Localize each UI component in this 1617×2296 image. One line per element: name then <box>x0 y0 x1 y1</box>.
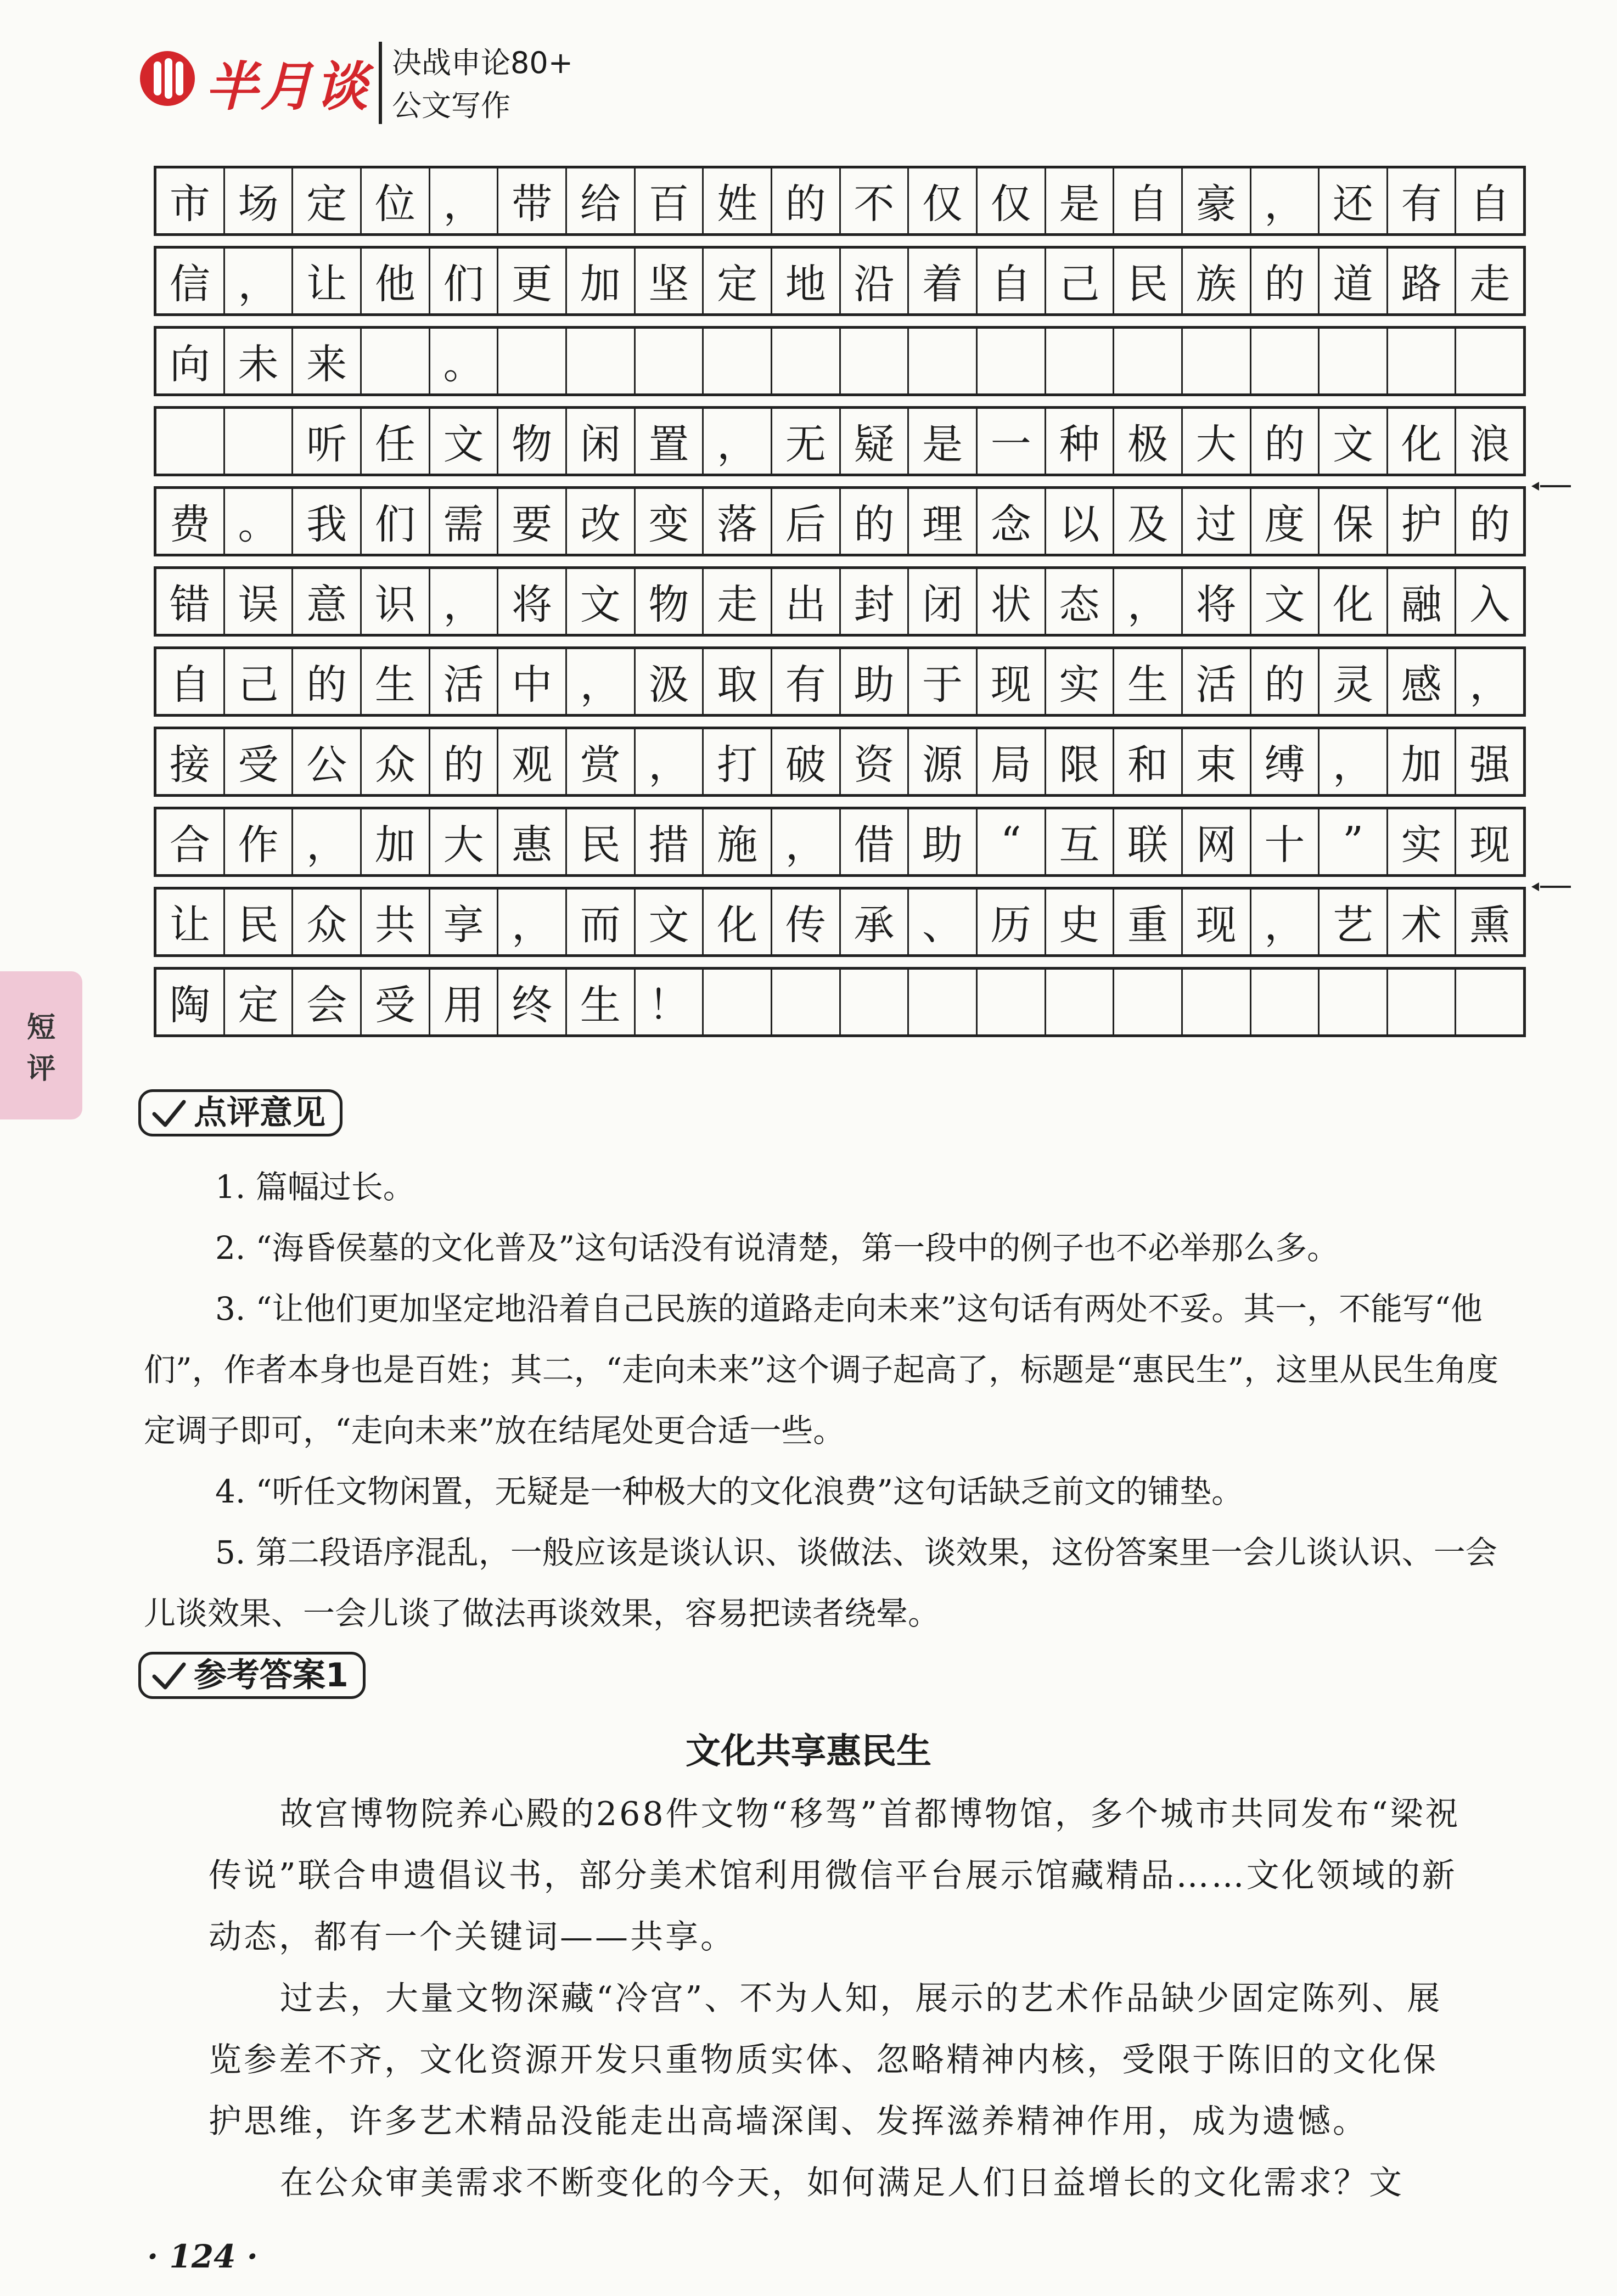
grid-cell: 史 <box>1046 890 1115 954</box>
grid-cell: 出 <box>772 569 841 634</box>
grid-cell: 理 <box>909 489 978 554</box>
grid-cell <box>1114 329 1183 393</box>
grid-cell: 化 <box>704 890 772 954</box>
grid-cell: ， <box>772 809 841 874</box>
article-paragraph: 过去，大量文物深藏“冷宫”、不为人知，展示的艺术作品缺少固定陈列、展览参差不齐，文化资源开发只重物质实体、忽略精神内核，受限于陈旧的文化保护思维，许多艺术精品没能走出高墙深闺、发挥滋养精神作用，成为遗憾。 <box>209 1979 1442 2141</box>
grid-cell: 赏 <box>567 729 636 794</box>
grid-cell: 大 <box>430 809 499 874</box>
side-tab-char: 评 <box>26 1053 55 1085</box>
grid-cell <box>567 329 636 393</box>
grid-cell: 自 <box>156 649 225 714</box>
grid-cell: 自 <box>1114 168 1183 233</box>
grid-cell: 误 <box>225 569 294 634</box>
grid-cell: “ <box>978 809 1046 874</box>
grid-cell <box>841 970 909 1034</box>
grid-cell: 公 <box>293 729 362 794</box>
series-title: 决战申论80+ <box>392 46 573 80</box>
grid-cell: 给 <box>567 168 636 233</box>
grid-cell: 护 <box>1388 489 1457 554</box>
grid-cell: 有 <box>772 649 841 714</box>
grid-cell: ， <box>430 569 499 634</box>
grid-cell: 将 <box>1183 569 1251 634</box>
grid-cell: 道 <box>1320 249 1388 313</box>
grid-cell: 施 <box>704 809 772 874</box>
grid-row <box>154 727 1526 797</box>
grid-cell: 错 <box>156 569 225 634</box>
grid-cell: 信 <box>156 249 225 313</box>
grid-cell: 任 <box>362 409 430 474</box>
grid-cell: 加 <box>567 249 636 313</box>
grid-cell: ， <box>567 649 636 714</box>
grid-cell <box>1456 970 1523 1034</box>
grid-cell: 加 <box>1388 729 1457 794</box>
grid-cell: 用 <box>430 970 499 1034</box>
grid-cell: 助 <box>841 649 909 714</box>
grid-cell: 浪 <box>1469 421 1511 468</box>
grid-cell: 合 <box>156 809 225 874</box>
grid-cell: 改 <box>567 489 636 554</box>
grid-cell: 沿 <box>841 249 909 313</box>
grid-cell: 向 <box>156 329 225 393</box>
grid-cell <box>909 329 978 393</box>
grid-cell: 借 <box>841 809 909 874</box>
grid-cell: 加 <box>362 809 430 874</box>
grid-cell: 是 <box>909 409 978 474</box>
brand-logo-icon <box>137 48 198 109</box>
grid-cell: 民 <box>567 809 636 874</box>
grid-cell: 不 <box>841 168 909 233</box>
grid-cell: 陶 <box>156 970 225 1034</box>
grid-cell: 走 <box>704 569 772 634</box>
grid-cell: 的 <box>772 168 841 233</box>
grid-cell: 的 <box>430 729 499 794</box>
grid-cell: ！ <box>636 970 704 1034</box>
grid-cell: 封 <box>841 569 909 634</box>
grid-cell: 终 <box>498 970 567 1034</box>
comment-item: 4. “听任文物闲置，无疑是一种极大的文化浪费”这句话缺乏前文的铺垫。 <box>215 1473 1244 1510</box>
grid-cell: 状 <box>978 569 1046 634</box>
grid-cell: 资 <box>841 729 909 794</box>
grid-cell: 仅 <box>978 168 1046 233</box>
grid-cell: 束 <box>1183 729 1251 794</box>
grid-row <box>154 967 1526 1037</box>
series-subtitle: 公文写作 <box>392 88 510 123</box>
grid-cell: 的 <box>1251 249 1320 313</box>
answer-label: 参考答案1 <box>138 1652 366 1699</box>
grid-cell: 中 <box>498 649 567 714</box>
grid-cell: 更 <box>498 249 567 313</box>
grid-cell: 姓 <box>704 168 772 233</box>
grid-row <box>154 486 1526 556</box>
grid-cell: 让 <box>293 249 362 313</box>
grid-cell: 识 <box>362 569 430 634</box>
grid-cell: 要 <box>498 489 567 554</box>
grid-cell: 大 <box>1183 409 1251 474</box>
grid-cell: 的 <box>841 489 909 554</box>
grid-cell: 灵 <box>1320 649 1388 714</box>
grid-cell <box>1251 329 1320 393</box>
grid-cell <box>978 329 1046 393</box>
grid-cell: 意 <box>293 569 362 634</box>
grid-cell: 生 <box>362 649 430 714</box>
grid-cell: 、 <box>909 890 978 954</box>
grid-cell: 闭 <box>909 569 978 634</box>
row-marker-icon <box>1531 482 1571 491</box>
grid-cell: 己 <box>225 649 294 714</box>
grid-cell: 场 <box>225 168 294 233</box>
grid-cell: 态 <box>1046 569 1115 634</box>
grid-cell: 路 <box>1388 249 1457 313</box>
grid-cell: 定 <box>293 168 362 233</box>
grid-cell <box>1388 329 1457 393</box>
comment-item: 3. “让他们更加坚定地沿着自己民族的道路走向未来”这句话有两处不妥。其一，不能写“他们”，作者本身也是百姓；其二，“走向未来”这个调子起高了，标题是“惠民生”，这里从民生角度定调子即可，“走向未来”放在结尾处更合适一些。 <box>144 1290 1499 1449</box>
grid-cell: 接 <box>156 729 225 794</box>
grid-cell: 度 <box>1251 489 1320 554</box>
grid-cell: 活 <box>1183 649 1251 714</box>
grid-cell <box>1046 329 1115 393</box>
grid-cell: 。 <box>225 489 294 554</box>
grid-cell: 惠 <box>498 809 567 874</box>
grid-cell: 及 <box>1114 489 1183 554</box>
grid-cell: 后 <box>772 489 841 554</box>
grid-cell: ， <box>1114 569 1183 634</box>
grid-cell <box>772 329 841 393</box>
grid-cell: 文 <box>1251 569 1320 634</box>
grid-cell: 他 <box>362 249 430 313</box>
grid-cell: ， <box>1251 890 1320 954</box>
grid-cell <box>498 329 567 393</box>
grid-cell: 作 <box>225 809 294 874</box>
grid-cell <box>362 329 430 393</box>
grid-cell: 来 <box>293 329 362 393</box>
grid-cell: 和 <box>1114 729 1183 794</box>
grid-cell: 自 <box>1469 181 1511 228</box>
grid-cell: 措 <box>636 809 704 874</box>
grid-cell: 术 <box>1388 890 1457 954</box>
grid-cell: 生 <box>567 970 636 1034</box>
grid-cell: 源 <box>909 729 978 794</box>
grid-cell: 。 <box>430 329 499 393</box>
grid-cell: 重 <box>1114 890 1183 954</box>
grid-cell <box>225 409 294 474</box>
grid-row <box>154 646 1526 717</box>
grid-cell: 助 <box>909 809 978 874</box>
grid-cell: 族 <box>1183 249 1251 313</box>
grid-cell: 受 <box>225 729 294 794</box>
grid-cell: 带 <box>498 168 567 233</box>
grid-cell <box>1183 970 1251 1034</box>
grid-cell: 十 <box>1251 809 1320 874</box>
grid-cell: 走 <box>1469 261 1511 308</box>
grid-cell: 艺 <box>1320 890 1388 954</box>
grid-cell: 缚 <box>1251 729 1320 794</box>
grid-cell: 互 <box>1046 809 1115 874</box>
grid-cell: 汲 <box>636 649 704 714</box>
grid-cell: 位 <box>362 168 430 233</box>
grid-cell: 化 <box>1388 409 1457 474</box>
header-divider <box>379 42 382 124</box>
grid-cell: 感 <box>1388 649 1457 714</box>
grid-cell: 的 <box>1251 649 1320 714</box>
grid-cell <box>1320 329 1388 393</box>
article-body <box>209 1783 1471 2214</box>
grid-cell: ， <box>704 409 772 474</box>
grid-cell <box>1320 970 1388 1034</box>
grid-cell: 有 <box>1388 168 1457 233</box>
grid-cell <box>841 329 909 393</box>
grid-cell: 承 <box>841 890 909 954</box>
grid-cell: 现 <box>978 649 1046 714</box>
grid-cell: 过 <box>1183 489 1251 554</box>
grid-cell: 于 <box>909 649 978 714</box>
grid-cell: 民 <box>1114 249 1183 313</box>
grid-cell: 定 <box>225 970 294 1034</box>
grid-cell: 闲 <box>567 409 636 474</box>
comments-label: 点评意见 <box>138 1089 343 1136</box>
grid-cell <box>909 970 978 1034</box>
grid-cell: ， <box>498 890 567 954</box>
grid-cell: 物 <box>498 409 567 474</box>
grid-cell <box>704 329 772 393</box>
grid-cell <box>636 329 704 393</box>
grid-cell: 会 <box>293 970 362 1034</box>
grid-cell: 极 <box>1114 409 1183 474</box>
brand-name: 半月谈 <box>205 56 370 117</box>
grid-cell: 生 <box>1114 649 1183 714</box>
grid-cell: 历 <box>978 890 1046 954</box>
grid-cell: 物 <box>636 569 704 634</box>
grid-cell: 将 <box>498 569 567 634</box>
grid-cell: 未 <box>225 329 294 393</box>
grid-cell <box>1114 970 1183 1034</box>
grid-cell: 豪 <box>1183 168 1251 233</box>
grid-cell: 民 <box>225 890 294 954</box>
grid-cell: 百 <box>636 168 704 233</box>
grid-cell: 文 <box>1320 409 1388 474</box>
grid-cell: 活 <box>430 649 499 714</box>
grid-row <box>154 566 1526 637</box>
grid-cell: ， <box>430 168 499 233</box>
grid-cell: 们 <box>362 489 430 554</box>
section-side-tab <box>0 971 82 1119</box>
grid-cell: 熏 <box>1469 902 1511 949</box>
comments-list <box>144 1157 1505 1644</box>
grid-cell: 融 <box>1388 569 1457 634</box>
comment-item: 5. 第二段语序混乱，一般应该是谈认识、谈做法、谈效果，这份答案里一会儿谈认识、一会儿谈效果、一会儿谈了做法再谈效果，容易把读者绕晕。 <box>144 1534 1497 1632</box>
grid-cell: 实 <box>1388 809 1457 874</box>
grid-cell: 取 <box>704 649 772 714</box>
grid-cell: 听 <box>293 409 362 474</box>
grid-cell: 的 <box>1251 409 1320 474</box>
grid-cell: 一 <box>978 409 1046 474</box>
grid-cell: 共 <box>362 890 430 954</box>
grid-cell: 坚 <box>636 249 704 313</box>
grid-cell: 们 <box>430 249 499 313</box>
grid-cell <box>1183 329 1251 393</box>
page-number: · 124 · <box>147 2238 258 2275</box>
grid-cell: 局 <box>978 729 1046 794</box>
grid-cell: 破 <box>772 729 841 794</box>
grid-cell <box>978 970 1046 1034</box>
grid-cell <box>1251 970 1320 1034</box>
grid-row <box>154 807 1526 877</box>
grid-cell: 观 <box>498 729 567 794</box>
comment-item: 2. “海昏侯墓的文化普及”这句话没有说清楚，第一段中的例子也不必举那么多。 <box>215 1229 1339 1267</box>
row-marker-icon <box>1531 882 1571 891</box>
grid-cell: 现 <box>1183 890 1251 954</box>
grid-cell: 置 <box>636 409 704 474</box>
grid-row <box>154 887 1526 957</box>
grid-cell: 受 <box>362 970 430 1034</box>
grid-cell: 入 <box>1469 581 1511 628</box>
grid-cell: 强 <box>1469 741 1511 789</box>
grid-cell: 的 <box>293 649 362 714</box>
grid-cell <box>1388 970 1457 1034</box>
grid-cell: ” <box>1320 809 1388 874</box>
grid-cell <box>704 970 772 1034</box>
grid-cell: 市 <box>156 168 225 233</box>
grid-cell: ， <box>293 809 362 874</box>
grid-cell: 念 <box>978 489 1046 554</box>
grid-cell: 我 <box>293 489 362 554</box>
grid-cell <box>772 970 841 1034</box>
grid-cell: ， <box>1251 168 1320 233</box>
side-tab-char: 短 <box>26 1011 55 1044</box>
grid-cell: ， <box>1320 729 1388 794</box>
grid-cell: 文 <box>636 890 704 954</box>
grid-cell <box>1456 329 1523 393</box>
grid-cell: 传 <box>772 890 841 954</box>
grid-cell: 众 <box>293 890 362 954</box>
article-title: 文化共享惠民生 <box>686 1731 931 1772</box>
grid-cell: 着 <box>909 249 978 313</box>
check-icon <box>151 1660 187 1692</box>
grid-cell: 己 <box>1046 249 1115 313</box>
grid-cell: 需 <box>430 489 499 554</box>
manuscript-grid <box>154 166 1526 1047</box>
comment-item: 1. 篇幅过长。 <box>215 1168 415 1206</box>
grid-cell: 变 <box>636 489 704 554</box>
grid-cell: 实 <box>1046 649 1115 714</box>
grid-cell: 众 <box>362 729 430 794</box>
grid-cell: 打 <box>704 729 772 794</box>
grid-cell: ， <box>225 249 294 313</box>
grid-cell: ， <box>1469 661 1511 708</box>
check-icon <box>151 1098 187 1129</box>
grid-cell: 让 <box>156 890 225 954</box>
grid-cell: 文 <box>567 569 636 634</box>
grid-cell: 化 <box>1320 569 1388 634</box>
article-paragraph: 在公众审美需求不断变化的今天，如何满足人们日益增长的文化需求？文 <box>280 2164 1404 2202</box>
grid-cell: 无 <box>772 409 841 474</box>
grid-cell: 还 <box>1320 168 1388 233</box>
grid-cell: 享 <box>430 890 499 954</box>
grid-cell: 疑 <box>841 409 909 474</box>
grid-cell: 自 <box>978 249 1046 313</box>
grid-cell: 联 <box>1114 809 1183 874</box>
grid-cell: 地 <box>772 249 841 313</box>
grid-cell: 仅 <box>909 168 978 233</box>
grid-cell: 文 <box>430 409 499 474</box>
grid-row <box>154 326 1526 396</box>
grid-cell: 网 <box>1183 809 1251 874</box>
grid-row <box>154 406 1526 476</box>
grid-cell: 的 <box>1469 501 1511 548</box>
grid-cell: 以 <box>1046 489 1115 554</box>
grid-cell: 限 <box>1046 729 1115 794</box>
grid-cell: 种 <box>1046 409 1115 474</box>
grid-row <box>154 166 1526 236</box>
article-paragraph: 故宫博物院养心殿的268件文物“移驾”首都博物馆，多个城市共同发布“梁祝传说”联合申遗倡议书，部分美术馆利用微信平台展示馆藏精品……文化领域的新动态，都有一个关键词——共享。 <box>209 1795 1461 1956</box>
grid-cell: 保 <box>1320 489 1388 554</box>
grid-row <box>154 246 1526 316</box>
grid-cell: 现 <box>1469 821 1511 869</box>
grid-cell <box>1046 970 1115 1034</box>
grid-cell <box>156 409 225 474</box>
grid-cell: 费 <box>156 489 225 554</box>
grid-cell: 而 <box>567 890 636 954</box>
grid-cell: ， <box>636 729 704 794</box>
grid-cell: 落 <box>704 489 772 554</box>
grid-cell: 是 <box>1046 168 1115 233</box>
grid-cell: 定 <box>704 249 772 313</box>
